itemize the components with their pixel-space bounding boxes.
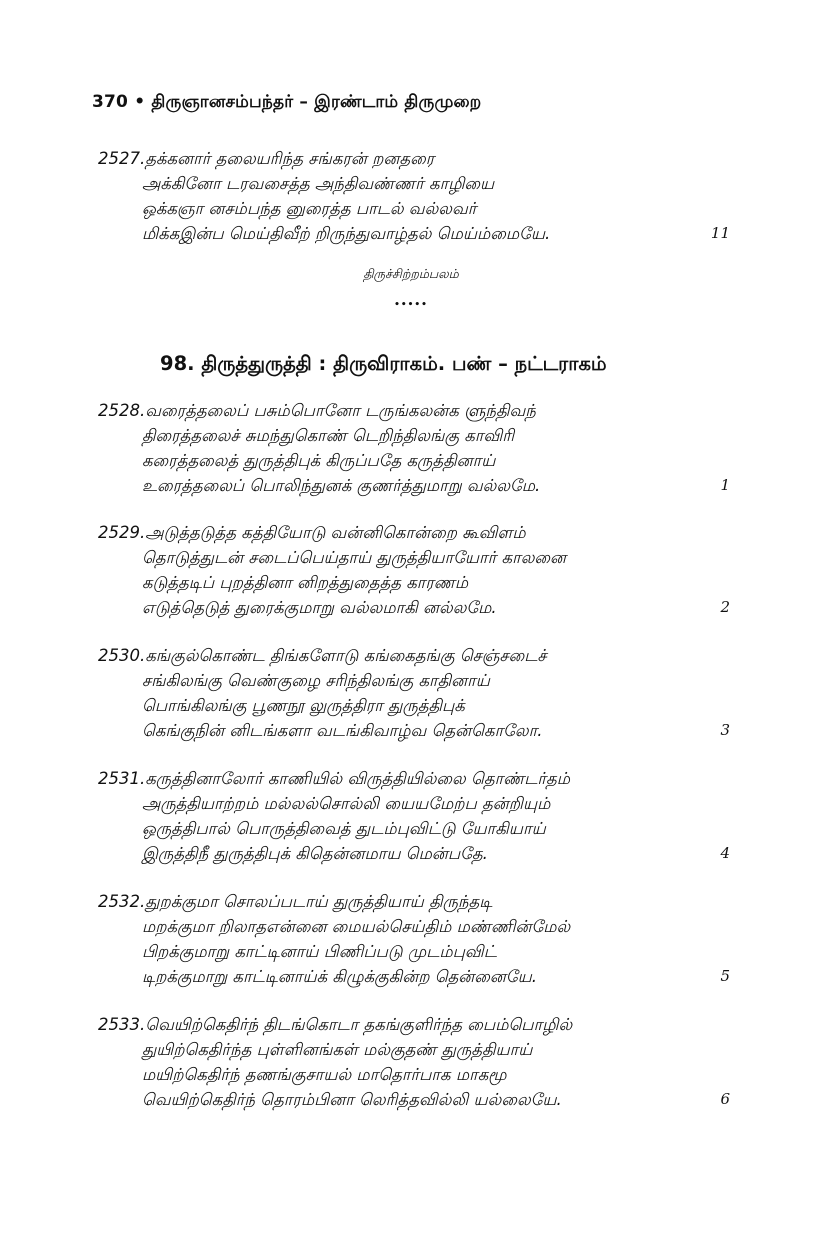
verse-2528 [98,398,738,498]
verse-line [98,221,738,246]
verse-text: மிக்கஇன்ப மெய்திவீற் றிருந்துவாழ்தல் மெய்ம்மையே. [142,224,551,243]
verse-line: துயிற்கெதிர்ந்த புள்ளினங்கள் மல்குதண் துருத்தியாய் [142,1040,533,1059]
verse-line [98,146,738,171]
verse-line: பிறக்குமாறு காட்டினாய் பிணிப்படு முடம்புவிட் [142,942,497,961]
verse-line [98,643,738,668]
verse-count: 5 [720,967,730,985]
verse-line [98,718,738,743]
verse-text: துறக்குமா சொலப்படாய் துருத்தியாய் திருந்தடி [145,892,493,911]
verse-text: அடுத்தடுத்த கத்தியோடு வன்னிகொன்றை கூவிளம் [145,523,526,542]
verse-line [98,1012,738,1037]
verse-text: இருத்திநீ துருத்திபுக் கிதென்னமாய மென்பதே. [142,844,488,863]
verse-2533 [98,1012,738,1112]
verse-number: 2529. [98,523,146,542]
verse-line: அக்கினோ டரவசைத்த அந்திவண்ணர் காழியை [142,174,495,193]
verse-2527 [98,146,738,246]
verse-line [98,520,738,545]
verse-text: எடுத்தெடுத் துரைக்குமாறு வல்லமாகி னல்லமே. [142,598,497,617]
verse-line [98,595,738,620]
verse-line: சங்கிலங்கு வெண்குழை சரிந்திலங்கு காதினாய் [142,671,490,690]
verse-text: கருத்தினாலோர் காணியில் விருத்தியில்லை தொண்டர்தம் [145,769,570,788]
verse-text: கங்குல்கொண்ட திங்களோடு கங்கைதங்கு செஞ்சடைச் [145,646,547,665]
verse-line [98,398,738,423]
verse-line: மறக்குமா றிலாதஎன்னை மையல்செய்திம் மண்ணின்மேல் [142,917,571,936]
closing-invocation: திருச்சிற்றம்பலம் [363,266,459,281]
section-title: 98. திருத்துருத்தி : திருவிராகம். பண் – நட்டராகம் [160,352,607,375]
verse-text: உரைத்தலைப் பொலிந்துனக் குணர்த்துமாறு வல்லமே. [142,476,541,495]
verse-line: அருத்தியாற்றம் மல்லல்சொல்லி யையமேற்ப தன்றியும் [142,794,551,813]
verse-number: 2530. [98,646,146,665]
verse-text: தக்கனார் தலையரிந்த சங்கரன் றனதரை [145,149,435,168]
verse-line [98,1087,738,1112]
verse-count: 3 [720,721,730,739]
verse-text: வெயிற்கெதிர்ந் தொரம்பினா லெரித்தவில்லி யல்லையே. [142,1090,562,1109]
verse-line [98,889,738,914]
verse-line: திரைத்தலைச் சுமந்துகொண் டெறிந்திலங்கு காவிரி [142,426,515,445]
verse-2530 [98,643,738,743]
verse-line [98,841,738,866]
verse-count: 1 [720,476,730,494]
verse-2529 [98,520,738,620]
verse-count: 6 [720,1090,730,1108]
running-header: 370 • திருஞானசம்பந்தர் – இரண்டாம் திருமுறை [92,92,482,112]
verse-line: பொங்கிலங்கு பூணநூ லுருத்திரா துருத்திபுக் [142,696,465,715]
verse-line: ஒருத்திபால் பொருத்திவைத் துடம்புவிட்டு யோகியாய் [142,819,546,838]
verse-number: 2533. [98,1015,146,1034]
verse-text: வரைத்தலைப் பசும்பொனோ டருங்கலன்க ளுந்திவந் [145,401,536,420]
verse-line: மயிற்கெதிர்ந் தணங்குசாயல் மாதொர்பாக மாகமூ [142,1065,507,1084]
verse-number: 2528. [98,401,146,420]
verse-line: கடுத்தடிப் புறத்தினா னிறத்துதைத்த காரணம் [142,573,469,592]
section-divider: ••••• [394,300,428,310]
verse-count: 4 [720,844,730,862]
verse-line: தொடுத்துடன் சடைப்பெய்தாய் துருத்தியாயோர் காலனை [142,548,567,567]
verse-number: 2531. [98,769,146,788]
verse-line: கரைத்தலைத் துருத்திபுக் கிருப்பதே கருத்தினாய் [142,451,496,470]
verse-2531 [98,766,738,866]
verse-line [98,473,738,498]
verse-line [98,766,738,791]
verse-count: 2 [720,598,730,616]
verse-number: 2527. [98,149,146,168]
verse-line [98,964,738,989]
verse-2532 [98,889,738,989]
verse-text: டிறக்குமாறு காட்டினாய்க் கிழுக்குகின்ற தென்னையே. [142,967,538,986]
verse-text: வெயிற்கெதிர்ந் திடங்கொடா தகங்குளிர்ந்த பைம்பொழில் [145,1015,573,1034]
verse-count: 11 [710,224,730,242]
verse-line: ஒக்கஞா னசம்பந்த னுரைத்த பாடல் வல்லவர் [142,199,477,218]
verse-text: கெங்குநின் னிடங்களா வடங்கிவாழ்வ தென்கொலோ. [142,721,543,740]
verse-number: 2532. [98,892,146,911]
